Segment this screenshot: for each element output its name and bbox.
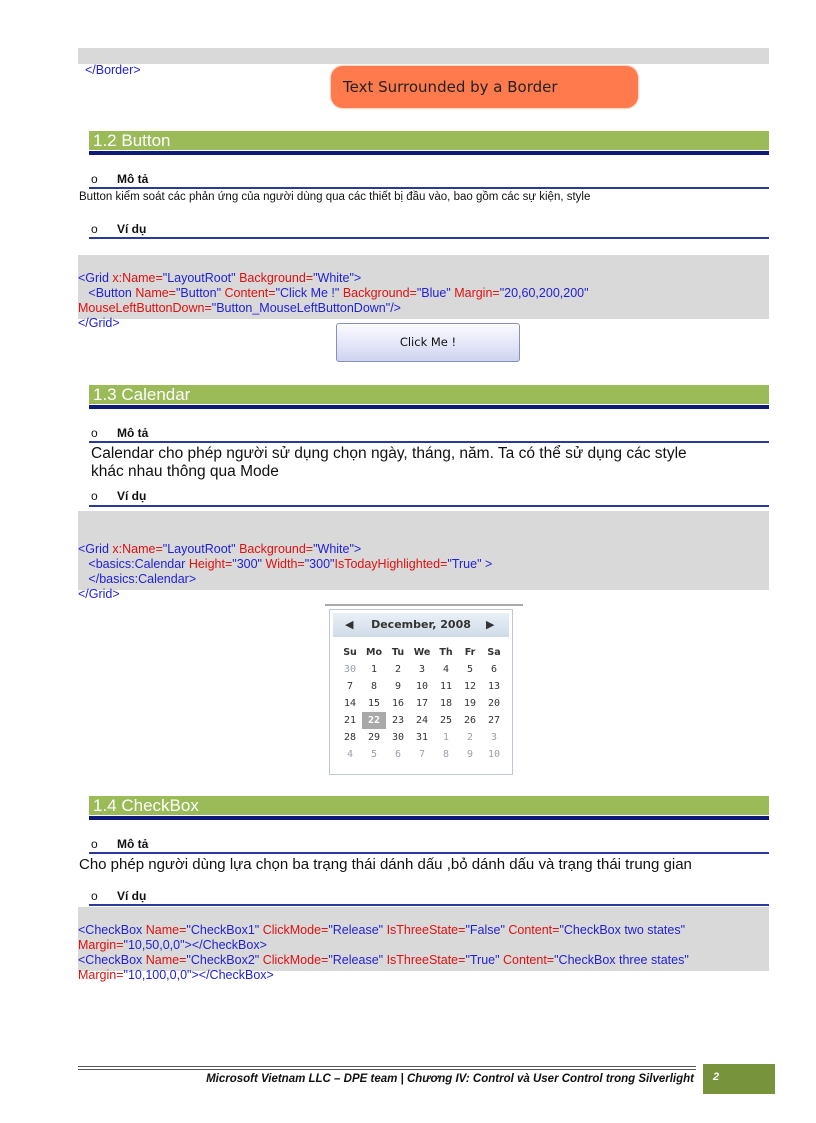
calendar-dow-row: [338, 644, 506, 661]
section-heading-calendar: [89, 385, 769, 404]
section-rule: [89, 816, 769, 820]
button-label: Click Me !: [399, 335, 457, 349]
calendar-day[interactable]: 26: [463, 715, 477, 726]
border-demo-text: Text Surrounded by a Border: [343, 78, 558, 96]
code-token: "LayoutRoot": [162, 542, 240, 556]
calendar-day[interactable]: 8: [370, 681, 378, 692]
code-line: [78, 542, 361, 556]
code-token: "10,100,0,0": [123, 968, 192, 982]
subheading-label: Mô tả: [117, 426, 149, 440]
calendar-day[interactable]: 4: [346, 749, 354, 760]
code-block-checkbox: [78, 907, 769, 982]
calendar-day[interactable]: 20: [487, 698, 501, 709]
code-token: "Release": [328, 953, 387, 967]
code-token: Height=: [188, 557, 233, 571]
calendar-dow: Th: [439, 647, 453, 658]
calendar-week: [338, 729, 506, 746]
code-token: "True": [465, 953, 504, 967]
calendar-dow: Tu: [391, 647, 405, 658]
code-token: "False": [465, 923, 509, 937]
code-token: Margin=: [78, 968, 124, 982]
code-token: "Click Me !": [275, 286, 343, 300]
calendar-next-icon[interactable]: ▶: [486, 619, 495, 631]
calendar-month-title[interactable]: December, 2008: [371, 618, 471, 631]
calendar-day[interactable]: 24: [415, 715, 429, 726]
code-token: <basics:Calendar: [78, 557, 189, 571]
subheading-example: [91, 489, 146, 503]
section-rule: [89, 151, 769, 155]
calendar-dow: Fr: [464, 647, 476, 658]
footer-text: Microsoft Vietnam LLC – DPE team | Chương IV: Control và User Control trong Silverlight: [206, 1073, 694, 1085]
calendar-day[interactable]: 10: [415, 681, 429, 692]
calendar-day[interactable]: 16: [391, 698, 405, 709]
code-token: <CheckBox: [78, 923, 146, 937]
calendar-day[interactable]: 7: [346, 681, 354, 692]
calendar-day[interactable]: 3: [490, 732, 498, 743]
calendar-day[interactable]: 9: [394, 681, 402, 692]
calendar-day[interactable]: 1: [442, 732, 450, 743]
code-line: [78, 587, 120, 601]
calendar-day[interactable]: 3: [418, 664, 426, 675]
code-line: [78, 557, 492, 571]
code-token: ClickMode=: [262, 953, 329, 967]
calendar-day[interactable]: 9: [466, 749, 474, 760]
calendar-week: [338, 695, 506, 712]
code-token: Margin=: [454, 286, 500, 300]
code-token: "300": [304, 557, 335, 571]
code-line: [78, 938, 267, 952]
calendar-day[interactable]: 15: [367, 698, 381, 709]
subheading-label: Mô tả: [117, 837, 149, 851]
code-line: [78, 572, 196, 586]
calendar-day[interactable]: 6: [490, 664, 498, 675]
code-token: "CheckBox2": [186, 953, 263, 967]
code-token: Width=: [265, 557, 305, 571]
code-token: "20,60,200,200": [499, 286, 589, 300]
code-token: <Grid: [78, 542, 113, 556]
click-me-button-preview[interactable]: [336, 323, 520, 362]
subheading-rule: [89, 505, 769, 507]
code-token: "Blue": [416, 286, 455, 300]
bullet: o: [91, 172, 98, 186]
calendar-dow: Su: [343, 647, 357, 658]
calendar-day[interactable]: 29: [367, 732, 381, 743]
calendar-day[interactable]: 30: [343, 664, 357, 675]
code-token: "300": [232, 557, 266, 571]
code-token: "CheckBox three states": [554, 953, 689, 967]
calendar-week: [338, 712, 506, 729]
calendar-day[interactable]: 22: [362, 712, 386, 729]
calendar-day[interactable]: 1: [370, 664, 378, 675]
calendar-day[interactable]: 4: [442, 664, 450, 675]
calendar-prev-icon[interactable]: ◀: [345, 619, 354, 631]
description-line: Calendar cho phép người sử dụng chọn ngày, tháng, năm. Ta có thể sử dụng các style: [91, 445, 687, 462]
description-line: khác nhau thông qua Mode: [91, 463, 279, 480]
calendar-day[interactable]: 30: [391, 732, 405, 743]
subheading-rule: [89, 904, 769, 906]
code-line: [78, 271, 361, 285]
section-title: 1.3 Calendar: [93, 385, 191, 404]
subheading-label: Ví dụ: [117, 889, 147, 903]
calendar-day[interactable]: 19: [463, 698, 477, 709]
code-token: </Border>: [84, 63, 141, 77]
calendar-week: [338, 661, 506, 678]
code-token: "Release": [328, 923, 387, 937]
bullet: o: [91, 426, 98, 440]
calendar-day[interactable]: 6: [394, 749, 402, 760]
code-token: "CheckBox1": [186, 923, 263, 937]
code-token: Background=: [342, 286, 417, 300]
code-token: Background=: [239, 271, 314, 285]
calendar-day[interactable]: 5: [466, 664, 474, 675]
subheading-description: [91, 837, 148, 851]
description-text: [91, 445, 687, 481]
subheading-description: [91, 426, 148, 440]
calendar-day[interactable]: 27: [487, 715, 501, 726]
calendar-top-rule: [325, 604, 523, 606]
calendar-day[interactable]: 17: [415, 698, 429, 709]
page-number: 2: [703, 1064, 775, 1094]
code-token: "White">: [313, 542, 362, 556]
section-title: 1.4 CheckBox: [93, 796, 199, 815]
subheading-label: Ví dụ: [117, 489, 147, 503]
calendar-grid: [338, 644, 506, 763]
code-token: Margin=: [78, 938, 124, 952]
footer-rule: [78, 1069, 696, 1070]
code-line: [78, 316, 120, 330]
calendar-day[interactable]: 2: [466, 732, 474, 743]
subheading-example: [91, 222, 146, 236]
code-token: Name=: [135, 286, 176, 300]
calendar-day[interactable]: 28: [343, 732, 357, 743]
border-demo-preview: [331, 66, 638, 108]
calendar-dow: Mo: [366, 647, 382, 658]
calendar-day[interactable]: 12: [463, 681, 477, 692]
code-token: "True": [447, 557, 482, 571]
calendar-week: [338, 678, 506, 695]
calendar-day[interactable]: 25: [439, 715, 453, 726]
code-line: [78, 968, 274, 982]
calendar-dow: We: [413, 647, 431, 658]
code-token: Content=: [508, 923, 560, 937]
code-token: Content=: [224, 286, 276, 300]
bullet: o: [91, 222, 98, 236]
code-token: Content=: [503, 953, 555, 967]
section-rule: [89, 405, 769, 409]
calendar-day[interactable]: 21: [343, 715, 357, 726]
code-token: x:Name=: [112, 542, 163, 556]
code-token: "Button": [176, 286, 225, 300]
bullet: o: [91, 837, 98, 851]
code-token: ></CheckBox>: [191, 968, 274, 982]
code-token: <Grid: [78, 271, 113, 285]
calendar-day[interactable]: 2: [394, 664, 402, 675]
code-token: <Button: [78, 286, 136, 300]
calendar-day[interactable]: 7: [418, 749, 426, 760]
code-token: Name=: [145, 923, 187, 937]
code-token: "10,50,0,0": [123, 938, 185, 952]
calendar-day[interactable]: 8: [442, 749, 450, 760]
calendar-week: [338, 746, 506, 763]
section-title: 1.2 Button: [93, 131, 171, 150]
subheading-rule: [89, 852, 769, 854]
subheading-description: [91, 172, 148, 186]
subheading-example: [91, 889, 146, 903]
code-token: Name=: [145, 953, 187, 967]
bullet: o: [91, 889, 98, 903]
subheading-rule: [89, 441, 769, 443]
code-token: IsThreeState=: [386, 923, 466, 937]
calendar-day[interactable]: 18: [439, 698, 453, 709]
code-line: [78, 953, 689, 967]
calendar-day[interactable]: 13: [487, 681, 501, 692]
code-line: [78, 923, 685, 937]
code-token: <CheckBox: [78, 953, 146, 967]
code-token: "Button_MouseLeftButtonDown"/>: [211, 301, 401, 315]
calendar-day[interactable]: 11: [439, 681, 453, 692]
footer-rule: [78, 1066, 696, 1067]
code-token: Background=: [239, 542, 314, 556]
calendar-day[interactable]: 14: [343, 698, 357, 709]
subheading-label: Mô tả: [117, 172, 149, 186]
code-block-button: [78, 255, 769, 330]
code-block-border-end: [78, 48, 769, 77]
calendar-preview: [329, 609, 513, 775]
calendar-header: [333, 613, 509, 637]
code-token: "White">: [313, 271, 362, 285]
subheading-label: Ví dụ: [117, 222, 147, 236]
code-token: </basics:Calendar>: [78, 572, 197, 586]
description-text: Cho phép người dùng lựa chọn ba trạng thái dánh dấu ,bỏ dánh dấu và trạng thái trung gian: [79, 856, 692, 873]
subheading-rule: [89, 187, 769, 189]
code-token: IsThreeState=: [386, 953, 466, 967]
code-token: "CheckBox two states": [559, 923, 686, 937]
code-token: >: [481, 557, 493, 571]
code-token: ></CheckBox>: [184, 938, 267, 952]
code-line: [78, 286, 589, 300]
code-token: "LayoutRoot": [162, 271, 240, 285]
description-text: Button kiểm soát các phản ứng của người dùng qua các thiết bị đầu vào, bao gồm các sự kiện, style: [79, 191, 591, 203]
code-block-calendar: [78, 511, 769, 601]
calendar-day[interactable]: 31: [415, 732, 429, 743]
calendar-day[interactable]: 23: [391, 715, 405, 726]
code-token: MouseLeftButtonDown=: [78, 301, 212, 315]
calendar-day[interactable]: 10: [487, 749, 501, 760]
code-token: </Grid>: [78, 316, 120, 330]
code-token: ClickMode=: [262, 923, 329, 937]
calendar-dow: Sa: [487, 647, 501, 658]
code-token: </Grid>: [78, 587, 120, 601]
code-token: x:Name=: [112, 271, 163, 285]
calendar-day[interactable]: 5: [370, 749, 378, 760]
code-line: [78, 301, 401, 315]
code-token: IsTodayHighlighted=: [334, 557, 448, 571]
bullet: o: [91, 489, 98, 503]
section-heading-button: [89, 131, 769, 150]
section-heading-checkbox: [89, 796, 769, 815]
subheading-rule: [89, 237, 769, 239]
